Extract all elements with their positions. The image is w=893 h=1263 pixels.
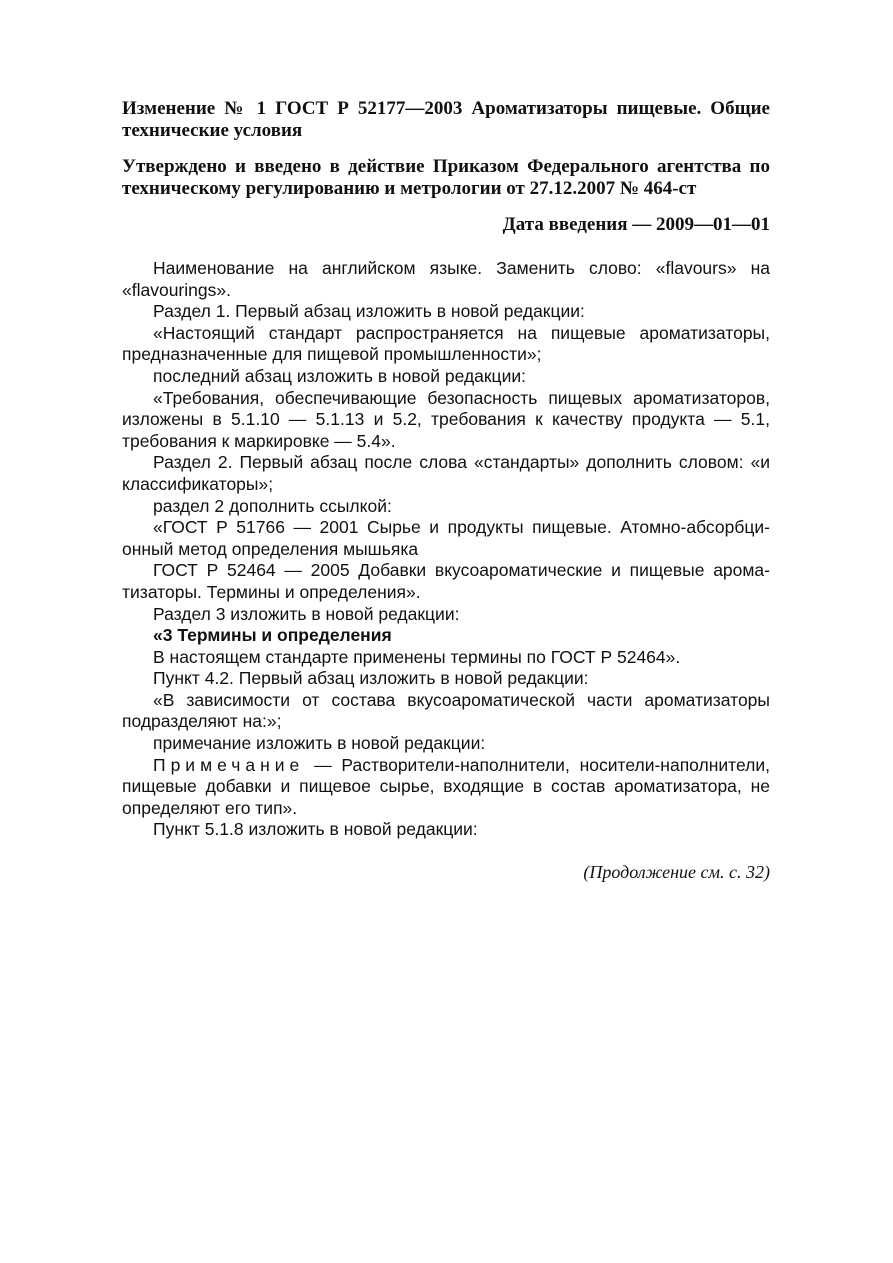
paragraph: «В зависимости от состава вкусоароматической части ароматизаторы подразделяют на:»; bbox=[122, 689, 770, 732]
paragraph: «ГОСТ Р 51766 — 2001 Сырье и продукты пищевые. Атомно-абсорбционный метод определения мышьяка bbox=[122, 517, 770, 559]
amendment-body bbox=[122, 258, 770, 841]
note-label: Примечание bbox=[153, 754, 305, 775]
note-text: — Растворители-наполнители, носители-наполнители, пищевые добавки и пищевое сырье, входящие в состав ароматизатора, не определяют его тип». bbox=[122, 754, 770, 818]
paragraph: раздел 2 дополнить ссылкой: bbox=[153, 495, 392, 516]
document-page bbox=[122, 98, 770, 883]
paragraph: Раздел 3 изложить в новой редакции: bbox=[153, 603, 460, 624]
approval-statement: Утверждено и введено в действие Приказом Федерального агентства по техническому регулированию и метрологии от 27.12.2007 № 464-ст bbox=[122, 156, 770, 199]
section-heading: «3 Термины и определения bbox=[153, 625, 392, 646]
paragraph: «Настоящий стандарт распространяется на пищевые ароматизаторы, предназначенные для пищевой промышленности»; bbox=[122, 322, 770, 365]
paragraph: Пункт 4.2. Первый абзац изложить в новой редакции: bbox=[153, 668, 589, 689]
effective-date: Дата введения — 2009—01—01 bbox=[502, 214, 770, 235]
paragraph: Наименование на английском языке. Заменить слово: «flavours» на «flavourings». bbox=[122, 258, 770, 300]
paragraph: последний абзац изложить в новой редакции: bbox=[153, 365, 526, 386]
paragraph: примечание изложить в новой редакции: bbox=[153, 733, 486, 754]
paragraph: ГОСТ Р 52464 — 2005 Добавки вкусоароматические и пищевые ароматизаторы. Термины и определения». bbox=[122, 560, 770, 602]
paragraph: Пункт 5.1.8 изложить в новой редакции: bbox=[153, 819, 478, 840]
amendment-title: Изменение № 1 ГОСТ Р 52177—2003 Ароматизаторы пищевые. Общие технические условия bbox=[122, 98, 770, 141]
note-paragraph bbox=[122, 755, 770, 820]
paragraph: В настоящем стандарте применены термины по ГОСТ Р 52464». bbox=[153, 646, 681, 667]
paragraph: Раздел 1. Первый абзац изложить в новой редакции: bbox=[153, 301, 585, 322]
paragraph: «Требования, обеспечивающие безопасность пищевых ароматизаторов, изложены в 5.1.10 — 5.1.13 и 5.2, требования к качеству продукта — 5.1, требования к маркировке — 5.4». bbox=[122, 387, 770, 451]
paragraph: Раздел 2. Первый абзац после слова «стандарты» дополнить словом: «и классификаторы»; bbox=[122, 452, 770, 494]
continuation-note: (Продолжение см. с. 32) bbox=[583, 862, 770, 883]
